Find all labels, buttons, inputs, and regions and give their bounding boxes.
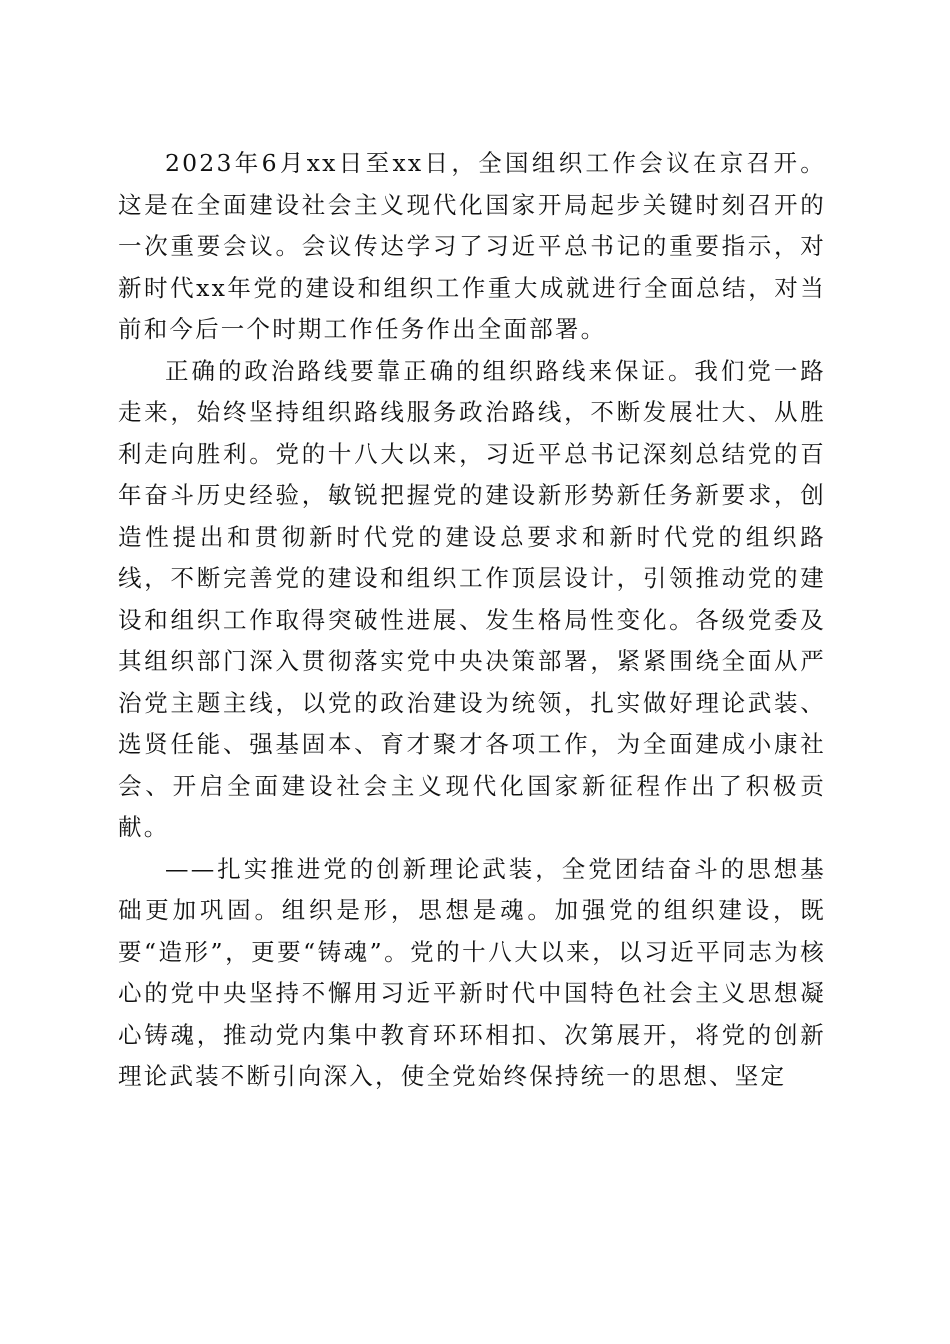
paragraph-organizational-line: 正确的政治路线要靠正确的组织路线来保证。我们党一路走来，始终坚持组织路线服务政治路线，不断发展壮大、从胜利走向胜利。党的十八大以来，习近平总书记深刻总结党的百年奋斗历史经验，敏锐把握党的建设新形势新任务新要求，创造性提出和贯彻新时代党的建设总要求和新时代党的组织路线，不断完善党的建设和组织工作顶层设计，引领推动党的建设和组织工作取得突破性进展、发生格局性变化。各级党委及其组织部门深入贯彻落实党中央决策部署，紧紧围绕全面从严治党主题主线，以党的政治建设为统领，扎实做好理论武装、选贤任能、强基固本、育才聚才各项工作，为全面建成小康社会、开启全面建设社会主义现代化国家新征程作出了积极贡献。 [118, 356, 826, 841]
paragraph-theory-armament: ——扎实推进党的创新理论武装，全党团结奋斗的思想基础更加巩固。组织是形，思想是魂。加强党的组织建设，既要“造形”，更要“铸魂”。党的十八大以来，以习近平同志为核心的党中央坚持不懈用习近平新时代中国特色社会主义思想凝心铸魂，推动党内集中教育环环相扣、次第展开，将党的创新理论武装不断引向深入，使全党始终保持统一的思想、坚定 [118, 854, 826, 1090]
document-body [118, 143, 826, 1098]
paragraph-intro: 2023年6月xx日至xx日，全国组织工作会议在京召开。这是在全面建设社会主义现代化国家开局起步关键时刻召开的一次重要会议。会议传达学习了习近平总书记的重要指示，对新时代xx年党的建设和组织工作重大成就进行全面总结，对当前和今后一个时期工作任务作出全面部署。 [118, 149, 826, 343]
